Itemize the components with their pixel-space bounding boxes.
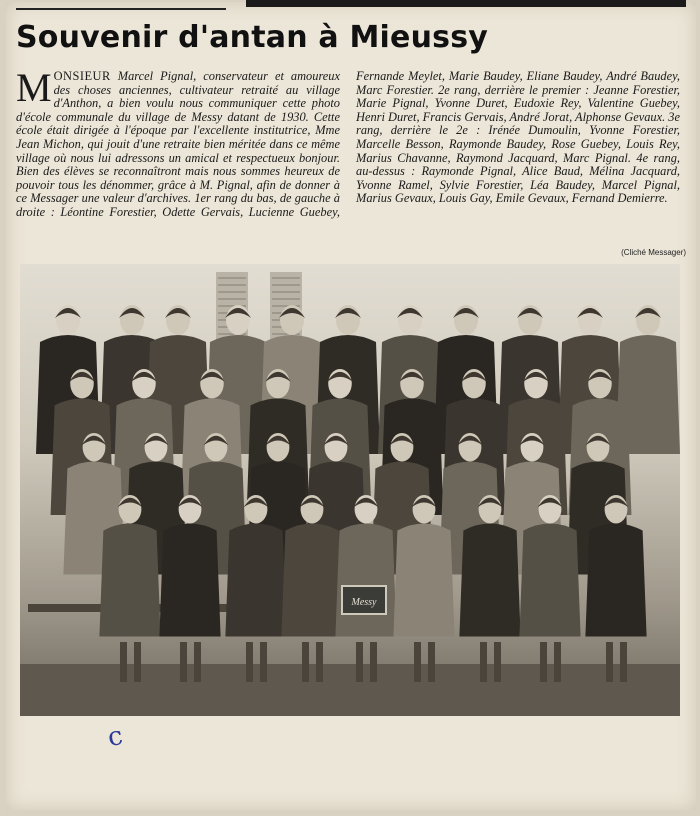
- child-body: [99, 524, 160, 637]
- children-group: [36, 305, 680, 682]
- child-body: [519, 524, 580, 637]
- child-leg: [428, 642, 435, 682]
- child-leg: [194, 642, 201, 682]
- ground: [20, 664, 680, 716]
- article-body: [16, 65, 680, 270]
- child-leg: [540, 642, 547, 682]
- class-photo-image: [20, 264, 680, 716]
- child-leg: [180, 642, 187, 682]
- child-leg: [120, 642, 127, 682]
- child-body: [159, 524, 220, 637]
- child-body: [585, 524, 646, 637]
- child-leg: [620, 642, 627, 682]
- child-leg: [302, 642, 309, 682]
- child-body: [393, 524, 454, 637]
- child-leg: [246, 642, 253, 682]
- article-text: Marcel Pignal, conservateur et amoureux des choses anciennes, cultivateur retraité au village d'Anthon, a bien voulu nous communiquer cette photo d'école communale du village de Messy datant de 1930. Cette école était dirigée à l'époque par l'excellente institutrice, Mme Jean Michon, qui jouit d'une retraite bien méritée dans ce même village où nous lui adressons un amical et respectueux bonjour. Bien des élèves se reconnaîtront mais nous sommes heureux de pouvoir tous les dénommer, grâce à M. Pignal, afin de donner à ce Messager une valeur d'archives. 1er rang du bas, de gauche à droite : Léontine Forestier, Odette Gervais, Lucienne Guebey, Fernande Meylet, Marie Baudey, Eliane Baudey, André Baudey, Marc Forestier. 2e rang, derrière le premier : Jeanne Forestier, Marie Pignal, Yvonne Duret, Eudoxie Rey, Valentine Guebey, Henri Duret, Francis Gervais, André Jorat, Alphonse Gevaux. 3e rang, derrière le 2e : Irénée Dumoulin, Yvonne Forestier, Marcelle Besson, Raymonde Baudey, Rose Guebey, Louis Rey, Marius Chavanne, Raymond Jacquard, Marc Pignal. 4e rang, au-dessus : Raymonde Pignal, Alice Baud, Mélina Jacquard, Yvonne Ramel, Sylvie Forestier, Léa Baudey, Marcel Pignal, Marius Gevaux, Louis Gay, Emile Gevaux, Fernand Demierre.: [16, 69, 680, 219]
- child-leg: [356, 642, 363, 682]
- handwritten-mark: c: [105, 720, 126, 754]
- article-paragraph: [16, 65, 680, 220]
- top-rule-left: [16, 8, 226, 10]
- drop-cap: M: [16, 65, 52, 110]
- child-body: [459, 524, 520, 637]
- child-leg: [554, 642, 561, 682]
- class-photo: [20, 264, 680, 716]
- top-rule-right: [246, 0, 686, 7]
- child-body: [335, 524, 396, 637]
- slate-text: Messy: [351, 597, 377, 608]
- article-lead-caps: ONSIEUR: [53, 69, 111, 83]
- child-leg: [260, 642, 267, 682]
- child-body: [281, 524, 342, 637]
- child-leg: [134, 642, 141, 682]
- child-leg: [480, 642, 487, 682]
- child-body: [225, 524, 286, 637]
- child-leg: [414, 642, 421, 682]
- headline: Souvenir d'antan à Mieussy: [16, 20, 489, 55]
- child-leg: [370, 642, 377, 682]
- child-leg: [606, 642, 613, 682]
- child-leg: [494, 642, 501, 682]
- photo-credit: (Cliché Messager): [621, 248, 686, 257]
- child-leg: [316, 642, 323, 682]
